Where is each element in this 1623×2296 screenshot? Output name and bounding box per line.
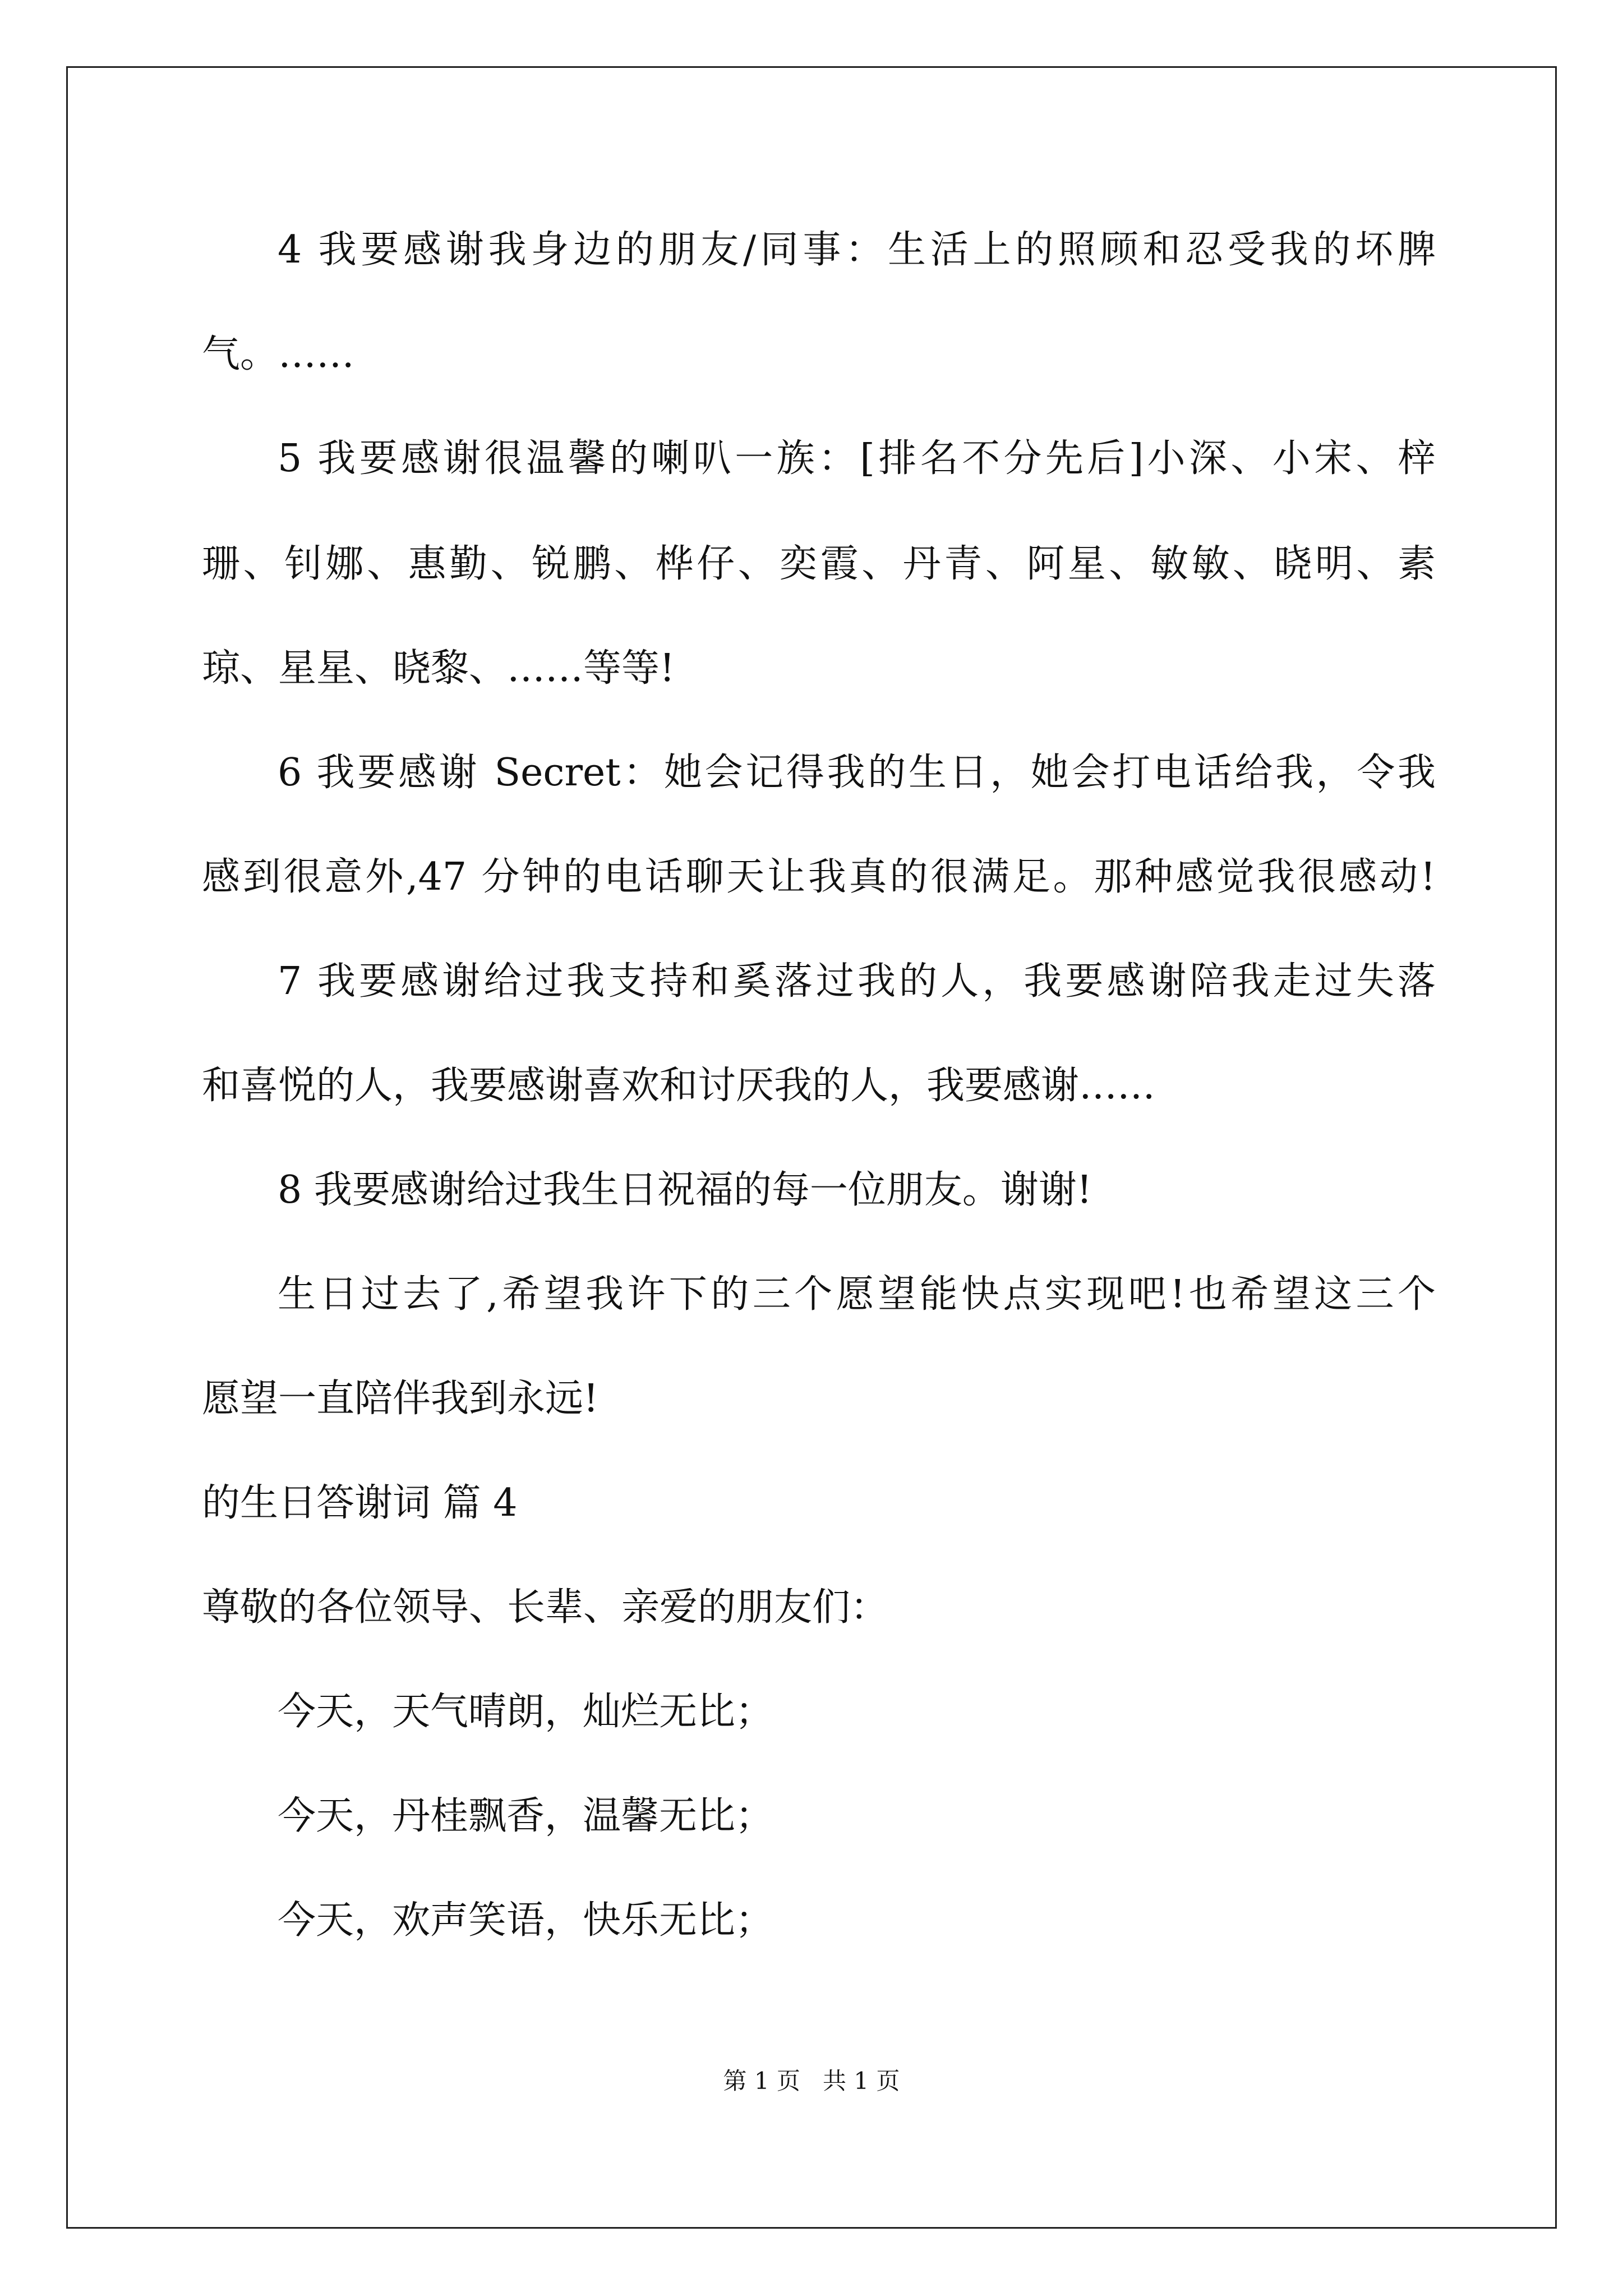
page-number-text: 第 1 页 共 1 页	[723, 2067, 900, 2095]
page-footer	[0, 2064, 1623, 2098]
today-line-1: 今天，天气晴朗，灿烂无比；	[278, 1690, 774, 1734]
paragraph-5-line-2: 珊、钊娜、惠勤、锐鹏、桦仔、奕霞、丹青、阿星、敏敏、晓明、素	[202, 542, 1436, 586]
paragraph-8-line-1: 8 我要感谢给过我生日祝福的每一位朋友。谢谢!	[278, 1168, 1092, 1212]
salutation: 尊敬的各位领导、长辈、亲爱的朋友们：	[202, 1585, 889, 1630]
paragraph-7-line-2: 和喜悦的人，我要感谢喜欢和讨厌我的人，我要感谢……	[202, 1064, 1156, 1108]
today-line-3: 今天，欢声笑语，快乐无比；	[278, 1898, 774, 1943]
paragraph-4-line-1: 4 我要感谢我身边的朋友/同事：生活上的照顾和忍受我的坏脾	[278, 228, 1436, 272]
today-line-2: 今天，丹桂飘香，温馨无比；	[278, 1794, 774, 1838]
paragraph-4-line-2: 气。……	[202, 332, 355, 376]
paragraph-5-line-1: 5 我要感谢很温馨的喇叭一族：[排名不分先后]小深、小宋、梓	[278, 436, 1436, 481]
paragraph-5-line-3: 琼、星星、晓黎、……等等!	[202, 646, 675, 691]
paragraph-9-line-1: 生日过去了,希望我许下的三个愿望能快点实现吧!也希望这三个	[278, 1272, 1436, 1317]
paragraph-9-line-2: 愿望一直陪伴我到永远!	[202, 1377, 599, 1421]
section-heading: 的生日答谢词 篇 4	[202, 1481, 518, 1525]
paragraph-7-line-1: 7 我要感谢给过我支持和奚落过我的人，我要感谢陪我走过失落	[278, 959, 1436, 1004]
paragraph-6-line-2: 感到很意外,47 分钟的电话聊天让我真的很满足。那种感觉我很感动!	[202, 855, 1436, 899]
paragraph-6-line-1: 6 我要感谢 Secret：她会记得我的生日，她会打电话给我，令我	[278, 751, 1436, 795]
